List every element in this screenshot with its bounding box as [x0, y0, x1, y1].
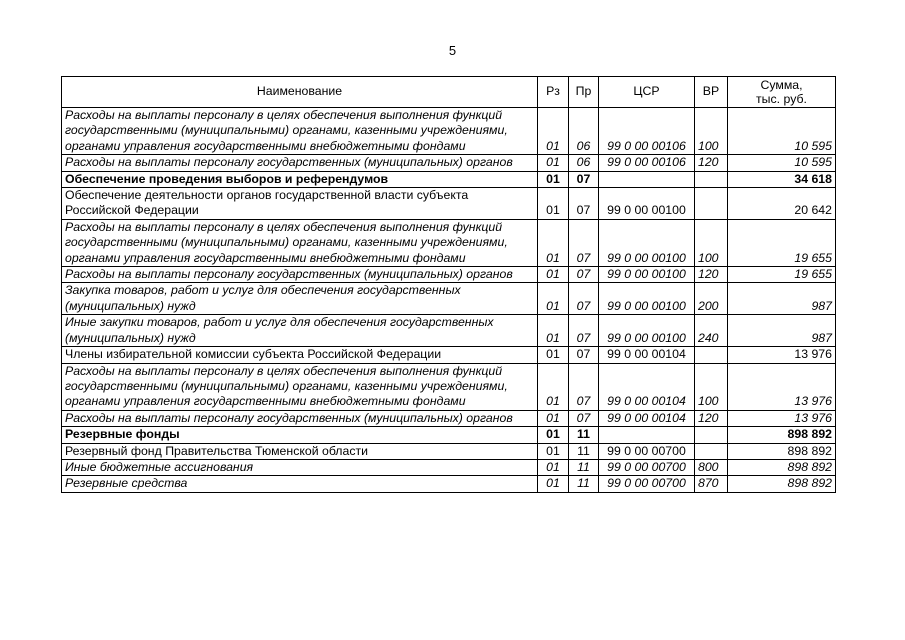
table-row	[62, 443, 836, 459]
row-sum-cell: 13 976	[728, 363, 836, 410]
row-pr-cell: 11	[569, 427, 599, 443]
row-vr-cell: 100	[695, 108, 728, 155]
page-number: 5	[448, 43, 457, 58]
row-csr-cell	[599, 427, 695, 443]
row-sum-cell: 898 892	[728, 459, 836, 475]
row-rz-cell: 01	[538, 188, 569, 220]
row-csr-cell: 99 0 00 00106	[599, 108, 695, 155]
row-pr-cell: 07	[569, 363, 599, 410]
row-rz-cell: 01	[538, 267, 569, 283]
row-name-cell: Расходы на выплаты персоналу в целях обеспечения выполнения функций государственными (муниципальными) органами, казенными учреждениями, органами управления государственными внебюджетными фондами	[62, 219, 538, 266]
row-sum-cell: 898 892	[728, 443, 836, 459]
row-vr-cell: 870	[695, 476, 728, 492]
row-name-cell: Резервные средства	[62, 476, 538, 492]
table-row	[62, 188, 836, 220]
header-pr: Пр	[569, 77, 599, 108]
table-row	[62, 267, 836, 283]
row-vr-cell: 800	[695, 459, 728, 475]
row-pr-cell: 06	[569, 108, 599, 155]
row-rz-cell: 01	[538, 155, 569, 171]
row-name-cell: Расходы на выплаты персоналу государственных (муниципальных) органов	[62, 410, 538, 426]
row-rz-cell: 01	[538, 363, 569, 410]
table-row	[62, 363, 836, 410]
row-sum-cell: 10 595	[728, 155, 836, 171]
row-rz-cell: 01	[538, 459, 569, 475]
row-vr-cell	[695, 347, 728, 363]
row-pr-cell: 07	[569, 171, 599, 187]
row-sum-cell: 13 976	[728, 410, 836, 426]
row-name-cell: Обеспечение деятельности органов государственной власти субъекта Российской Федерации	[62, 188, 538, 220]
row-vr-cell: 100	[695, 219, 728, 266]
row-pr-cell: 06	[569, 155, 599, 171]
row-pr-cell: 07	[569, 283, 599, 315]
row-name-cell: Расходы на выплаты персоналу государственных (муниципальных) органов	[62, 155, 538, 171]
table-row	[62, 476, 836, 492]
row-csr-cell	[599, 171, 695, 187]
table-row	[62, 219, 836, 266]
row-pr-cell: 07	[569, 219, 599, 266]
row-csr-cell: 99 0 00 00104	[599, 410, 695, 426]
row-rz-cell: 01	[538, 315, 569, 347]
row-sum-cell: 987	[728, 283, 836, 315]
row-csr-cell: 99 0 00 00104	[599, 347, 695, 363]
header-sum	[728, 77, 836, 108]
row-csr-cell: 99 0 00 00700	[599, 459, 695, 475]
row-pr-cell: 11	[569, 443, 599, 459]
row-name-cell: Резервные фонды	[62, 427, 538, 443]
row-name-cell: Закупка товаров, работ и услуг для обеспечения государственных (муниципальных) нужд	[62, 283, 538, 315]
table-row	[62, 427, 836, 443]
row-sum-cell: 10 595	[728, 108, 836, 155]
header-csr: ЦСР	[599, 77, 695, 108]
row-vr-cell: 120	[695, 410, 728, 426]
row-pr-cell: 07	[569, 188, 599, 220]
table-row	[62, 347, 836, 363]
header-sum-line1: Сумма,	[760, 78, 803, 92]
row-csr-cell: 99 0 00 00100	[599, 219, 695, 266]
row-pr-cell: 07	[569, 267, 599, 283]
row-name-cell: Расходы на выплаты персоналу в целях обеспечения выполнения функций государственными (муниципальными) органами, казенными учреждениями, органами управления государственными внебюджетными фондами	[62, 363, 538, 410]
row-vr-cell	[695, 188, 728, 220]
row-sum-cell: 13 976	[728, 347, 836, 363]
row-sum-cell: 19 655	[728, 219, 836, 266]
row-rz-cell: 01	[538, 410, 569, 426]
row-rz-cell: 01	[538, 443, 569, 459]
row-csr-cell: 99 0 00 00100	[599, 188, 695, 220]
row-name-cell: Расходы на выплаты персоналу государственных (муниципальных) органов	[62, 267, 538, 283]
row-pr-cell: 11	[569, 459, 599, 475]
row-vr-cell: 120	[695, 155, 728, 171]
table-row	[62, 283, 836, 315]
row-sum-cell: 34 618	[728, 171, 836, 187]
row-rz-cell: 01	[538, 171, 569, 187]
row-csr-cell: 99 0 00 00100	[599, 283, 695, 315]
row-vr-cell: 100	[695, 363, 728, 410]
row-sum-cell: 898 892	[728, 476, 836, 492]
row-csr-cell: 99 0 00 00700	[599, 476, 695, 492]
budget-table	[61, 76, 836, 493]
row-csr-cell: 99 0 00 00100	[599, 315, 695, 347]
row-sum-cell: 898 892	[728, 427, 836, 443]
row-pr-cell: 07	[569, 315, 599, 347]
row-name-cell: Расходы на выплаты персоналу в целях обеспечения выполнения функций государственными (муниципальными) органами, казенными учреждениями, органами управления государственными внебюджетными фондами	[62, 108, 538, 155]
table-row	[62, 155, 836, 171]
row-csr-cell: 99 0 00 00700	[599, 443, 695, 459]
row-sum-cell: 987	[728, 315, 836, 347]
row-csr-cell: 99 0 00 00104	[599, 363, 695, 410]
row-vr-cell	[695, 171, 728, 187]
row-rz-cell: 01	[538, 108, 569, 155]
header-rz: Рз	[538, 77, 569, 108]
row-vr-cell	[695, 427, 728, 443]
table-row	[62, 459, 836, 475]
row-rz-cell: 01	[538, 476, 569, 492]
row-vr-cell: 120	[695, 267, 728, 283]
table-row	[62, 171, 836, 187]
row-rz-cell: 01	[538, 427, 569, 443]
row-sum-cell: 19 655	[728, 267, 836, 283]
row-rz-cell: 01	[538, 347, 569, 363]
row-pr-cell: 07	[569, 347, 599, 363]
row-vr-cell: 240	[695, 315, 728, 347]
row-csr-cell: 99 0 00 00106	[599, 155, 695, 171]
row-sum-cell: 20 642	[728, 188, 836, 220]
row-name-cell: Иные бюджетные ассигнования	[62, 459, 538, 475]
header-vr: ВР	[695, 77, 728, 108]
table-row	[62, 315, 836, 347]
row-rz-cell: 01	[538, 219, 569, 266]
row-name-cell: Члены избирательной комиссии субъекта Российской Федерации	[62, 347, 538, 363]
table-header-row	[62, 77, 836, 108]
row-vr-cell: 200	[695, 283, 728, 315]
row-name-cell: Обеспечение проведения выборов и референдумов	[62, 171, 538, 187]
row-csr-cell: 99 0 00 00100	[599, 267, 695, 283]
row-vr-cell	[695, 443, 728, 459]
table-row	[62, 410, 836, 426]
table-row	[62, 108, 836, 155]
row-name-cell: Резервный фонд Правительства Тюменской области	[62, 443, 538, 459]
row-pr-cell: 07	[569, 410, 599, 426]
row-pr-cell: 11	[569, 476, 599, 492]
row-rz-cell: 01	[538, 283, 569, 315]
row-name-cell: Иные закупки товаров, работ и услуг для обеспечения государственных (муниципальных) нужд	[62, 315, 538, 347]
header-sum-line2: тыс. руб.	[756, 92, 807, 106]
header-name: Наименование	[62, 77, 538, 108]
